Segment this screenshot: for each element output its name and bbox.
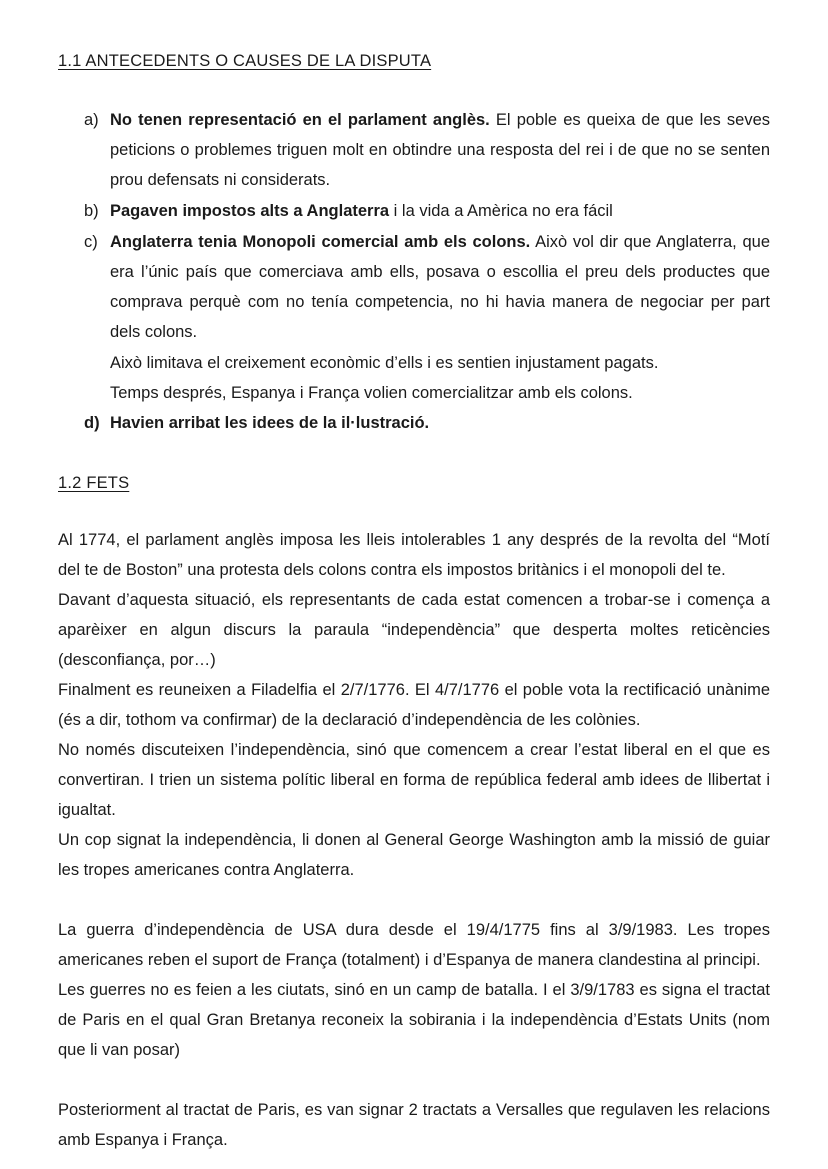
list-item-lead-b: Pagaven impostos alts a Anglaterra [110,202,390,220]
paragraph-spacer [58,1065,770,1095]
paragraph-spacer [58,885,770,915]
list-item-body-b: i la vida a Amèrica no era fácil [389,202,613,220]
list-item-text-c [110,227,770,347]
document-content [58,52,770,1155]
paragraph: Davant d’aquesta situació, els representants de cada estat comencen a trobar-se i comença a aparèixer en algun discurs la paraula “independència” que desperta moltes reticències (desconfiança, por…) [58,591,770,669]
list-marker-d: d) [84,414,100,432]
list-marker-c: c) [84,233,98,251]
list-item-lead-d: Havien arribat les idees de la il·lustració. [110,414,430,432]
list-item-body-c: Això vol dir que Anglaterra, que era l’únic país que comerciava amb ells, posava o escollia el preu dels productes que comprava perquè com no tenía competencia, no hi havia manera de negociar per part dels colons. [110,233,770,341]
paragraph: Finalment es reuneixen a Filadelfia el 2/7/1776. El 4/7/1776 el poble vota la rectificació unànime (és a dir, tothom va confirmar) de la declaració d’independència de les colònies. [58,681,770,729]
section-heading-fets-row [58,474,770,493]
fets-paragraph-group-one [58,525,770,885]
list-marker-a: a) [84,111,99,129]
list-marker-b: b) [84,202,99,220]
paragraph: Un cop signat la independència, li donen al General George Washington amb la missió de guiar les tropes americanes contra Anglaterra. [58,831,770,879]
section-heading-fets: 1.2 FETS [58,474,130,492]
list-item-text-d [110,408,770,438]
list-item-continuation-lines [58,348,770,408]
paragraph: La guerra d’independència de USA dura desde el 19/4/1775 fins al 3/9/1983. Les tropes americanes reben el suport de França (totalment) i d’Espanya de manera clandestina al principi. [58,921,770,969]
list-item-text-b [110,196,770,226]
list-item-lead-c: Anglaterra tenia Monopoli comercial amb els colons. [110,233,531,251]
list-item-lead-a: No tenen representació en el parlament anglès. [110,111,490,129]
causes-list [58,105,770,438]
paragraph: No només discuteixen l’independència, sinó que comencem a crear l’estat liberal en el que es convertiran. I trien un sistema polític liberal en forma de república federal amb idees de llibertat i igualtat. [58,741,770,819]
list-item-body-a: El poble es queixa de que les seves peticions o problemes triguen molt en obtindre una resposta del rei i de que no se senten prou defensats ni considerats. [110,111,771,189]
paragraph: Al 1774, el parlament anglès imposa les lleis intolerables 1 any després de la revolta del “Motí del te de Boston” una protesta dels colons contra els impostos britànics i el monopoli del te. [58,531,770,579]
continuation-line: Això limitava el creixement econòmic d’ells i es sentien injustament pagats. [110,354,659,372]
fets-paragraph-group-two [58,915,770,1065]
continuation-line: Temps després, Espanya i França volien comercialitzar amb els colons. [110,384,633,402]
fets-paragraph-group-three [58,1095,770,1155]
list-item [58,105,770,195]
paragraph: Les guerres no es feien a les ciutats, sinó en un camp de batalla. I el 3/9/1783 es signa el tractat de Paris en el qual Gran Bretanya reconeix la sobirania i la independència d’Estats Units (nom que li van posar) [58,981,770,1059]
list-item-text-a [110,105,770,195]
list-item [58,408,770,438]
paragraph: Posteriorment al tractat de Paris, es van signar 2 tractats a Versalles que regulaven les relacions amb Espanya i França. [58,1101,770,1149]
section-heading-antecedents: 1.1 ANTECEDENTS O CAUSES DE LA DISPUTA [58,52,432,70]
section-heading-antecedents-row [58,52,770,71]
list-item [58,196,770,226]
list-item [58,227,770,347]
